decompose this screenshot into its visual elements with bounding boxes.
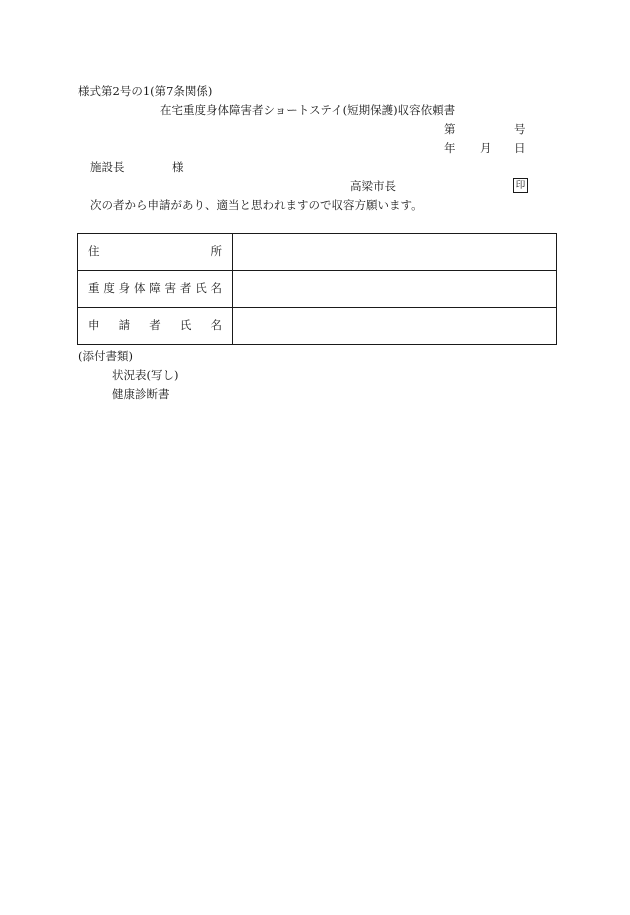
label-char: 重: [88, 281, 100, 296]
date-day-label: 日: [514, 141, 526, 155]
attachment-item: 健康診断書: [112, 387, 170, 401]
address-field[interactable]: [233, 234, 557, 271]
label-char: 所: [210, 244, 222, 259]
attachment-item: 状況表(写し): [112, 368, 179, 382]
person-name-field[interactable]: [233, 271, 557, 308]
label-char: 害: [164, 281, 177, 296]
label-char: 障: [149, 281, 161, 296]
label-char: 名: [210, 318, 222, 333]
person-name-label: [78, 271, 233, 308]
date-month-label: 月: [480, 141, 492, 155]
request-text: 次の者から申請があり、適当と思われますので収容方願います。: [90, 198, 423, 212]
label-char: 身: [118, 281, 131, 296]
address-label: [78, 234, 233, 271]
label-char: 者: [149, 318, 161, 333]
attachments-heading: (添付書類): [78, 349, 133, 363]
table-row-applicant-name: [78, 308, 557, 345]
label-char: 氏: [195, 281, 207, 296]
table-row-person-name: [78, 271, 557, 308]
form-reference: 様式第2号の1(第7条関係): [78, 84, 213, 98]
label-char: 度: [103, 281, 115, 296]
label-char: 請: [118, 318, 131, 333]
number-label-dai: 第: [444, 122, 456, 136]
number-label-go: 号: [514, 122, 526, 136]
label-char: 者: [179, 281, 192, 296]
addressee-honorific: 様: [172, 160, 184, 174]
applicant-name-label: [78, 308, 233, 345]
label-char: 氏: [179, 318, 192, 333]
document-title: 在宅重度身体障害者ショートステイ(短期保護)収容依頼書: [160, 103, 456, 117]
table-row-address: [78, 234, 557, 271]
label-char: 体: [133, 281, 146, 296]
issuer-name: 高梁市長: [350, 179, 396, 193]
label-char: 名: [210, 281, 222, 296]
addressee: 施設長: [90, 160, 125, 174]
applicant-name-field[interactable]: [233, 308, 557, 345]
seal-mark: 印: [513, 178, 528, 193]
label-char: 住: [88, 244, 100, 259]
label-char: 申: [88, 318, 100, 333]
date-year-label: 年: [444, 141, 456, 155]
applicant-info-table: [77, 233, 557, 345]
